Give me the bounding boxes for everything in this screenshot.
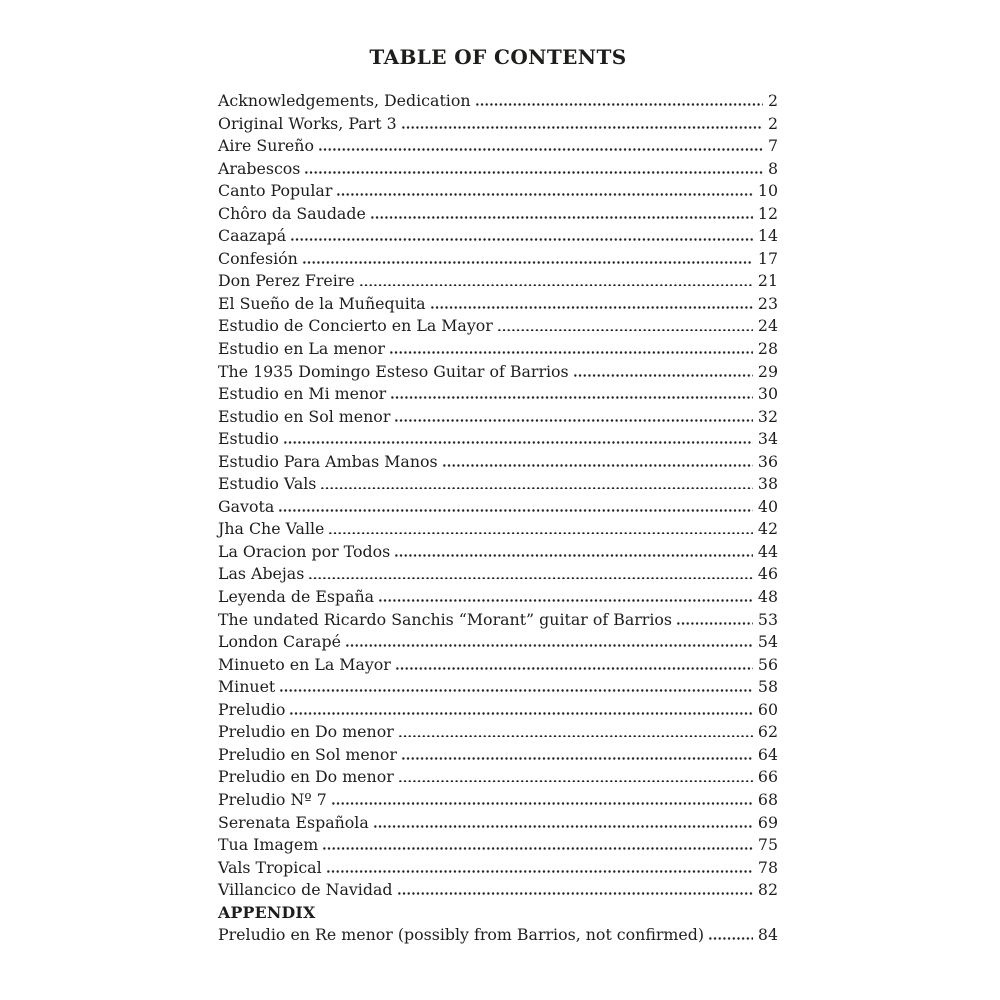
toc-row <box>218 676 778 699</box>
dotted-leader <box>676 622 753 625</box>
toc-row <box>218 834 778 857</box>
toc-entry-title: Estudio Vals <box>218 474 317 494</box>
toc-row <box>218 586 778 609</box>
toc-entry-page: 34 <box>757 429 778 449</box>
toc-entry-page: 53 <box>757 609 778 629</box>
toc-entry-title: Estudio en Mi menor <box>218 384 387 404</box>
toc-entry-page: 56 <box>757 654 778 674</box>
toc-section-heading <box>218 902 778 925</box>
toc-entry-page: 2 <box>767 91 778 110</box>
toc-entry-page: 69 <box>757 812 778 832</box>
dotted-leader <box>573 374 753 377</box>
toc-entry-title: Preludio en Sol menor <box>218 744 397 764</box>
toc-row <box>218 180 778 203</box>
toc-entry-title: Preludio Nº 7 <box>218 789 327 809</box>
toc-row <box>218 361 778 384</box>
dotted-leader <box>328 531 752 534</box>
toc-entry-page: 24 <box>757 316 778 336</box>
toc-row <box>218 744 778 767</box>
toc-entry-title: Estudio de Concierto en La Mayor <box>218 316 493 336</box>
toc-entry-title: Don Perez Freire <box>218 271 355 291</box>
toc-entry-page: 14 <box>757 226 778 246</box>
toc-entry-page: 23 <box>757 293 778 313</box>
toc-entry-title: El Sueño de la Muñequita <box>218 293 426 313</box>
toc-row <box>218 473 778 496</box>
toc-entry-page: 84 <box>757 925 778 945</box>
dotted-leader <box>326 870 753 873</box>
dotted-leader <box>430 306 753 309</box>
toc-entry-title: APPENDIX <box>218 902 316 922</box>
toc-entry-title: Vals Tropical <box>218 857 322 877</box>
toc-row <box>218 406 778 429</box>
toc-row <box>218 563 778 586</box>
toc-row <box>218 113 778 136</box>
toc-entry-title: The 1935 Domingo Esteso Guitar of Barrios <box>218 361 569 381</box>
toc-row <box>218 428 778 451</box>
dotted-leader <box>322 847 753 850</box>
toc-entry-page: 54 <box>757 632 778 652</box>
toc-entry-page: 32 <box>757 406 778 426</box>
toc-entry-title: Preludio en Do menor <box>218 722 394 742</box>
toc-entry-title: Preludio en Re menor (possibly from Barrios, not confirmed) <box>218 925 705 945</box>
dotted-leader <box>320 486 752 489</box>
toc-entry-page: 7 <box>767 136 778 156</box>
toc-entry-page: 10 <box>757 181 778 201</box>
toc-entry-title: Canto Popular <box>218 181 333 201</box>
toc-entry-title: Jha Che Valle <box>218 519 325 539</box>
toc-row <box>218 789 778 812</box>
toc-entry-title: Confesión <box>218 248 298 268</box>
toc-entry-title: The undated Ricardo Sanchis “Morant” guitar of Barrios <box>218 609 673 629</box>
dotted-leader <box>401 126 763 129</box>
dotted-leader <box>283 441 753 444</box>
toc-entry-title: Estudio en Sol menor <box>218 406 391 426</box>
toc-entry-title: Minueto en La Mayor <box>218 654 391 674</box>
dotted-leader <box>390 396 753 399</box>
toc-row <box>218 496 778 519</box>
toc-entry-title: Minuet <box>218 677 276 697</box>
dotted-leader <box>378 599 753 602</box>
toc-row <box>218 135 778 158</box>
toc-entry-page: 64 <box>757 744 778 764</box>
dotted-leader <box>394 419 753 422</box>
toc-row <box>218 158 778 181</box>
dotted-leader <box>318 148 763 151</box>
toc-entry-page: 68 <box>757 789 778 809</box>
dotted-leader <box>394 554 753 557</box>
toc-entry-title: Acknowledgements, Dedication <box>218 91 471 110</box>
toc-content-column <box>218 44 778 947</box>
dotted-leader <box>345 644 753 647</box>
toc-entry-page: 12 <box>757 203 778 223</box>
toc-entry-title: Las Abejas <box>218 564 305 584</box>
toc-entry-page: 29 <box>757 361 778 381</box>
dotted-leader <box>397 892 753 895</box>
dotted-leader <box>442 464 753 467</box>
toc-entry-title: Chôro da Saudade <box>218 203 366 223</box>
toc-row <box>218 203 778 226</box>
toc-row <box>218 812 778 835</box>
toc-row <box>218 451 778 474</box>
toc-row <box>218 518 778 541</box>
toc-entry-page: 66 <box>757 767 778 787</box>
toc-entry-title: Gavota <box>218 496 275 516</box>
toc-entry-title: Estudio en La menor <box>218 339 385 359</box>
toc-row <box>218 857 778 880</box>
toc-entry-page: 42 <box>757 519 778 539</box>
toc-row <box>218 315 778 338</box>
dotted-leader <box>289 712 752 715</box>
dotted-leader <box>370 216 753 219</box>
dotted-leader <box>398 734 753 737</box>
toc-entry-title: Aire Sureño <box>218 136 314 156</box>
dotted-leader <box>475 103 763 106</box>
toc-list <box>218 90 778 947</box>
toc-row <box>218 654 778 677</box>
page-title: TABLE OF CONTENTS <box>369 45 627 69</box>
toc-row <box>218 721 778 744</box>
toc-entry-title: Leyenda de España <box>218 587 375 607</box>
toc-row <box>218 766 778 789</box>
dotted-leader <box>401 757 753 760</box>
toc-entry-title: Serenata Española <box>218 812 369 832</box>
toc-row <box>218 879 778 902</box>
toc-row <box>218 270 778 293</box>
toc-entry-page: 75 <box>757 835 778 855</box>
toc-row <box>218 609 778 632</box>
toc-entry-page: 8 <box>767 158 778 178</box>
dotted-leader <box>395 667 753 670</box>
toc-row <box>218 225 778 248</box>
toc-row <box>218 383 778 406</box>
toc-row <box>218 90 778 113</box>
toc-row <box>218 248 778 271</box>
toc-entry-title: Villancico de Navidad <box>218 880 393 900</box>
dotted-leader <box>304 171 763 174</box>
toc-entry-title: Tua Imagem <box>218 835 319 855</box>
dotted-leader <box>497 328 753 331</box>
toc-entry-title: Arabescos <box>218 158 301 178</box>
toc-row <box>218 541 778 564</box>
toc-row <box>218 338 778 361</box>
toc-entry-page: 2 <box>767 113 778 133</box>
dotted-leader <box>336 193 753 196</box>
toc-entry-title: Caazapá <box>218 226 287 246</box>
toc-row <box>218 631 778 654</box>
dotted-leader <box>389 351 753 354</box>
toc-entry-page: 44 <box>757 541 778 561</box>
toc-entry-page: 46 <box>757 564 778 584</box>
toc-entry-page: 30 <box>757 384 778 404</box>
toc-entry-title: Preludio en Do menor <box>218 767 394 787</box>
toc-entry-title: Original Works, Part 3 <box>218 113 397 133</box>
dotted-leader <box>279 689 753 692</box>
dotted-leader <box>398 779 753 782</box>
toc-row <box>218 699 778 722</box>
toc-entry-page: 28 <box>757 339 778 359</box>
toc-entry-page: 48 <box>757 587 778 607</box>
toc-entry-page: 58 <box>757 677 778 697</box>
toc-entry-page: 21 <box>757 271 778 291</box>
toc-entry-title: Estudio <box>218 429 279 449</box>
dotted-leader <box>308 576 753 579</box>
toc-entry-page: 78 <box>757 857 778 877</box>
toc-entry-page: 36 <box>757 451 778 471</box>
toc-entry-page: 62 <box>757 722 778 742</box>
dotted-leader <box>278 509 753 512</box>
toc-entry-title: Preludio <box>218 699 286 719</box>
toc-entry-page: 38 <box>757 474 778 494</box>
toc-entry-page: 60 <box>757 699 778 719</box>
dotted-leader <box>359 283 753 286</box>
toc-entry-page: 17 <box>757 248 778 268</box>
toc-row <box>218 924 778 947</box>
toc-row <box>218 293 778 316</box>
dotted-leader <box>302 261 753 264</box>
toc-entry-page: 40 <box>757 496 778 516</box>
toc-entry-page: 82 <box>757 880 778 900</box>
dotted-leader <box>708 937 753 940</box>
dotted-leader <box>290 238 753 241</box>
dotted-leader <box>331 802 753 805</box>
toc-entry-title: La Oracion por Todos <box>218 541 391 561</box>
toc-entry-title: London Carapé <box>218 632 341 652</box>
toc-entry-title: Estudio Para Ambas Manos <box>218 451 438 471</box>
dotted-leader <box>373 825 753 828</box>
